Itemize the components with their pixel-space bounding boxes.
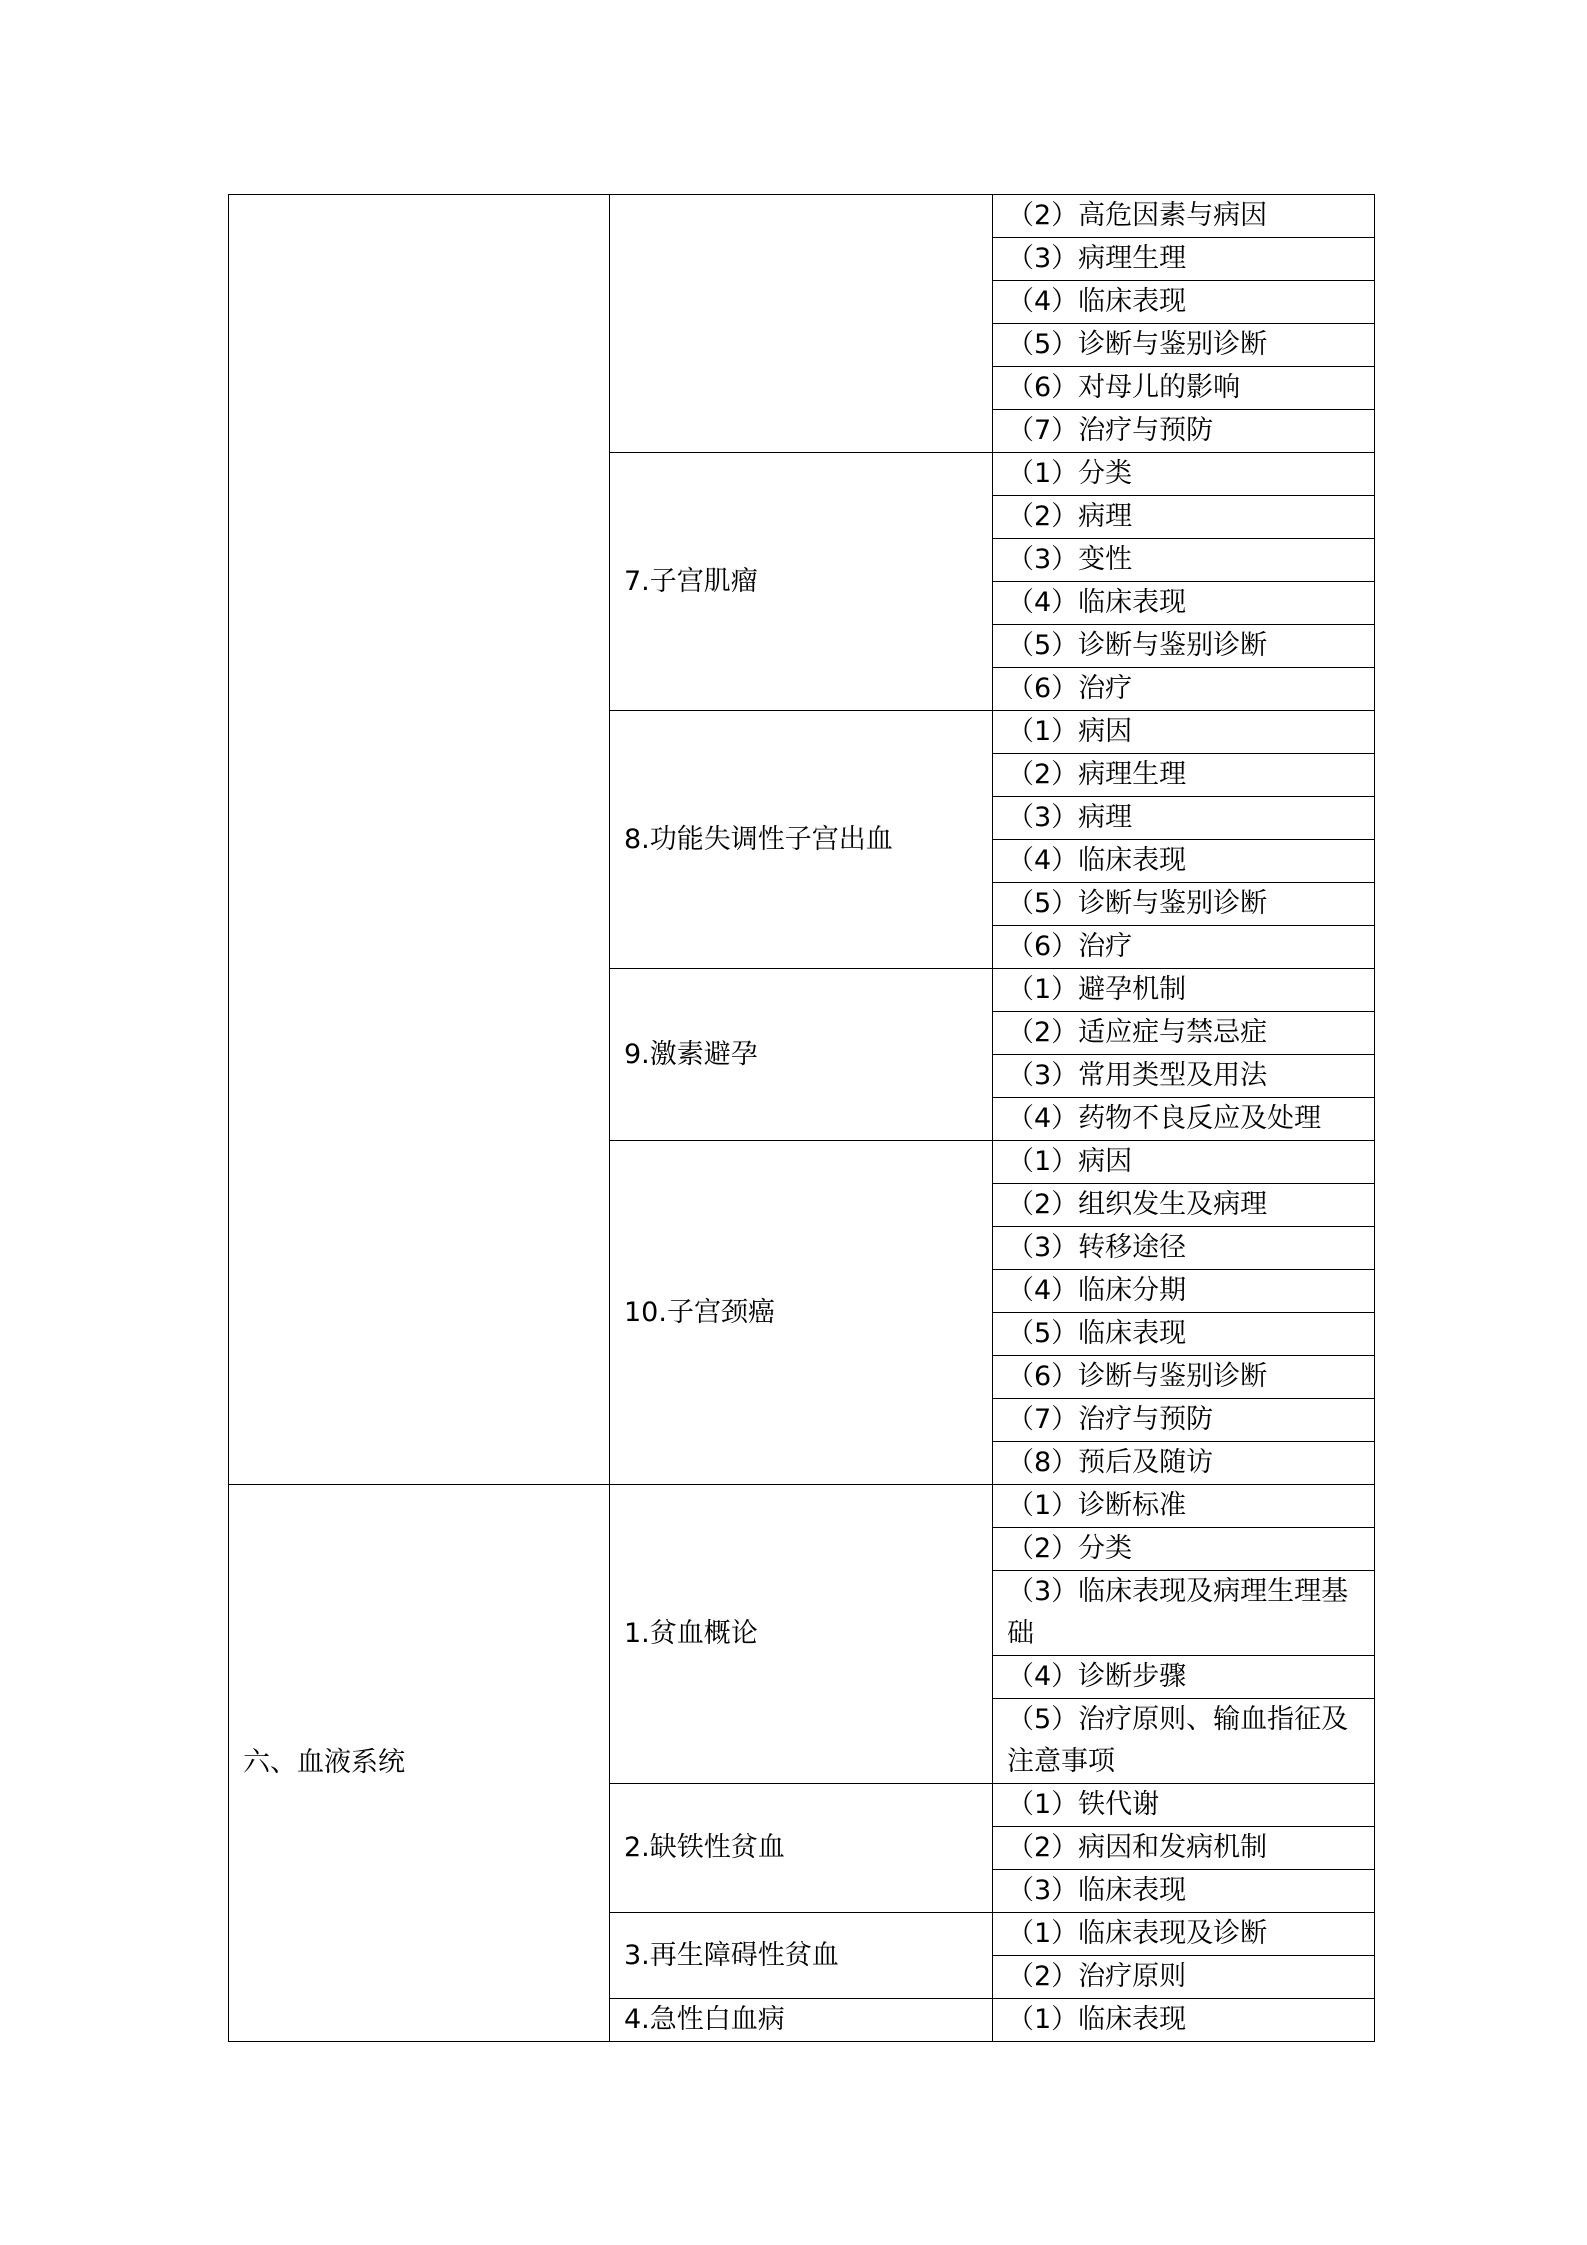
subtopic-cell: （3）临床表现: [993, 1870, 1375, 1913]
subtopic-cell: （5）诊断与鉴别诊断: [993, 883, 1375, 926]
subtopic-cell: （3）常用类型及用法: [993, 1055, 1375, 1098]
topic-cell: 10.子宫颈癌: [610, 1141, 993, 1485]
syllabus-table: [228, 194, 1375, 2042]
topic-cell: 3.再生障碍性贫血: [610, 1913, 993, 1999]
subtopic-cell: （1）避孕机制: [993, 969, 1375, 1012]
subtopic-cell: （4）临床表现: [993, 281, 1375, 324]
subtopic-cell: （5）诊断与鉴别诊断: [993, 625, 1375, 668]
subtopic-cell: （7）治疗与预防: [993, 410, 1375, 453]
subtopic-cell: （1）病因: [993, 1141, 1375, 1184]
subtopic-cell: （2）病理: [993, 496, 1375, 539]
subtopic-cell: （4）临床表现: [993, 840, 1375, 883]
subtopic-cell: （2）适应症与禁忌症: [993, 1012, 1375, 1055]
subtopic-cell: （1）病因: [993, 711, 1375, 754]
subtopic-cell: （2）病因和发病机制: [993, 1827, 1375, 1870]
subtopic-cell: （5）治疗原则、输血指征及注意事项: [993, 1699, 1375, 1784]
topic-cell: [610, 195, 993, 453]
subtopic-cell: （2）病理生理: [993, 754, 1375, 797]
subtopic-cell: （6）治疗: [993, 668, 1375, 711]
subtopic-cell: （4）临床分期: [993, 1270, 1375, 1313]
subtopic-cell: （5）诊断与鉴别诊断: [993, 324, 1375, 367]
subtopic-cell: （2）治疗原则: [993, 1956, 1375, 1999]
subtopic-cell: （4）药物不良反应及处理: [993, 1098, 1375, 1141]
topic-cell: 9.激素避孕: [610, 969, 993, 1141]
topic-cell: 4.急性白血病: [610, 1999, 993, 2042]
subtopic-cell: （1）诊断标准: [993, 1485, 1375, 1528]
subtopic-cell: （2）组织发生及病理: [993, 1184, 1375, 1227]
subtopic-cell: （1）铁代谢: [993, 1784, 1375, 1827]
subtopic-cell: （6）对母儿的影响: [993, 367, 1375, 410]
subtopic-cell: （3）病理生理: [993, 238, 1375, 281]
subtopic-cell: （1）临床表现: [993, 1999, 1375, 2042]
subtopic-cell: （7）治疗与预防: [993, 1399, 1375, 1442]
syllabus-table-body: [229, 195, 1375, 2042]
table-row: [229, 195, 1375, 238]
subtopic-cell: （5）临床表现: [993, 1313, 1375, 1356]
unit-cell: 六、血液系统: [229, 1485, 610, 2042]
subtopic-cell: （3）病理: [993, 797, 1375, 840]
subtopic-cell: （3）临床表现及病理生理基础: [993, 1571, 1375, 1656]
subtopic-cell: （2）分类: [993, 1528, 1375, 1571]
topic-cell: 2.缺铁性贫血: [610, 1784, 993, 1913]
subtopic-cell: （8）预后及随访: [993, 1442, 1375, 1485]
table-row: [229, 1485, 1375, 1528]
topic-cell: 1.贫血概论: [610, 1485, 993, 1784]
subtopic-cell: （1）分类: [993, 453, 1375, 496]
subtopic-cell: （2）高危因素与病因: [993, 195, 1375, 238]
unit-cell: [229, 195, 610, 1485]
subtopic-cell: （3）转移途径: [993, 1227, 1375, 1270]
subtopic-cell: （1）临床表现及诊断: [993, 1913, 1375, 1956]
topic-cell: 8.功能失调性子宫出血: [610, 711, 993, 969]
subtopic-cell: （6）治疗: [993, 926, 1375, 969]
subtopic-cell: （3）变性: [993, 539, 1375, 582]
subtopic-cell: （4）诊断步骤: [993, 1656, 1375, 1699]
subtopic-cell: （6）诊断与鉴别诊断: [993, 1356, 1375, 1399]
subtopic-cell: （4）临床表现: [993, 582, 1375, 625]
topic-cell: 7.子宫肌瘤: [610, 453, 993, 711]
